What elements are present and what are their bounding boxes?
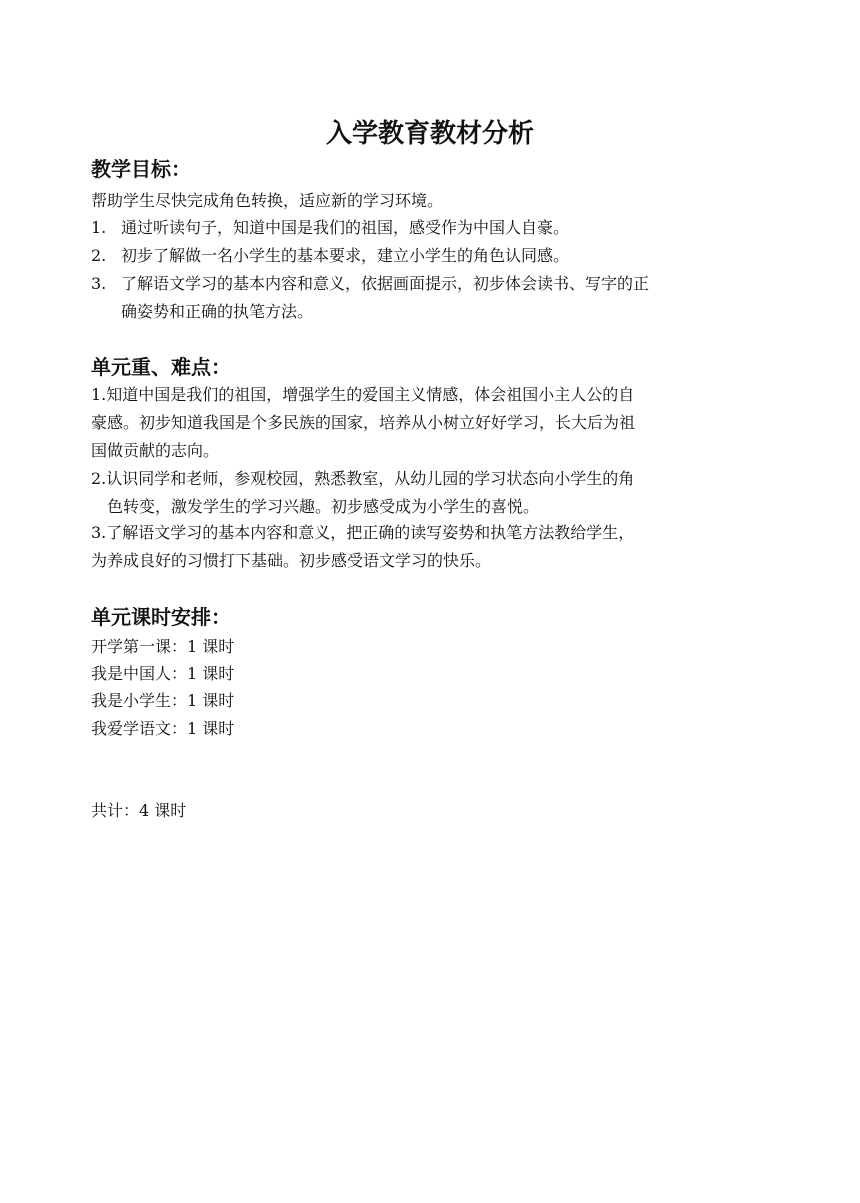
- keypoint-line: 豪感。初步知道我国是个多民族的国家，培养从小树立好好学习，长大后为祖: [91, 413, 636, 432]
- schedule-line: 我爱学语文：1 课时: [91, 719, 235, 738]
- goals-intro: 帮助学生尽快完成角色转换，适应新的学习环境。: [91, 191, 444, 210]
- schedule-total: 共计：4 课时: [91, 801, 187, 820]
- goal-text: 初步了解做一名小学生的基本要求，建立小学生的角色认同感。: [121, 246, 570, 265]
- keypoints-heading: 单元重、难点：: [91, 355, 231, 379]
- schedule-heading: 单元课时安排：: [91, 605, 231, 629]
- keypoint-line: 国做贡献的志向。: [91, 441, 220, 460]
- goal-text: 通过听读句子，知道中国是我们的祖国，感受作为中国人自豪。: [121, 218, 570, 237]
- schedule-line: 我是小学生：1 课时: [91, 691, 235, 710]
- schedule-line: 开学第一课：1 课时: [91, 637, 235, 656]
- goals-heading: 教学目标：: [91, 157, 191, 181]
- goal-number: 1.: [91, 218, 107, 237]
- goal-text: 了解语文学习的基本内容和意义，依据画面提示，初步体会读书、写字的正: [121, 274, 650, 293]
- goal-number: 3.: [91, 274, 107, 293]
- schedule-line: 我是中国人：1 课时: [91, 664, 235, 683]
- keypoint-line: 色转变，激发学生的学习兴趣。初步感受成为小学生的喜悦。: [107, 497, 540, 516]
- keypoint-line: 为养成良好的习惯打下基础。初步感受语文学习的快乐。: [91, 551, 492, 570]
- goal-number: 2.: [91, 246, 107, 265]
- keypoint-line: 3.了解语文学习的基本内容和意义，把正确的读写姿势和执笔方法教给学生，: [91, 523, 635, 542]
- keypoint-line: 2.认识同学和老师，参观校园，熟悉教室，从幼儿园的学习状态向小学生的角: [91, 469, 635, 488]
- document-title: 入学教育教材分析: [325, 119, 534, 149]
- keypoint-line: 1.知道中国是我们的祖国，增强学生的爱国主义情感，体会祖国小主人公的自: [91, 385, 635, 404]
- goal-text: 确姿势和正确的执笔方法。: [121, 302, 314, 321]
